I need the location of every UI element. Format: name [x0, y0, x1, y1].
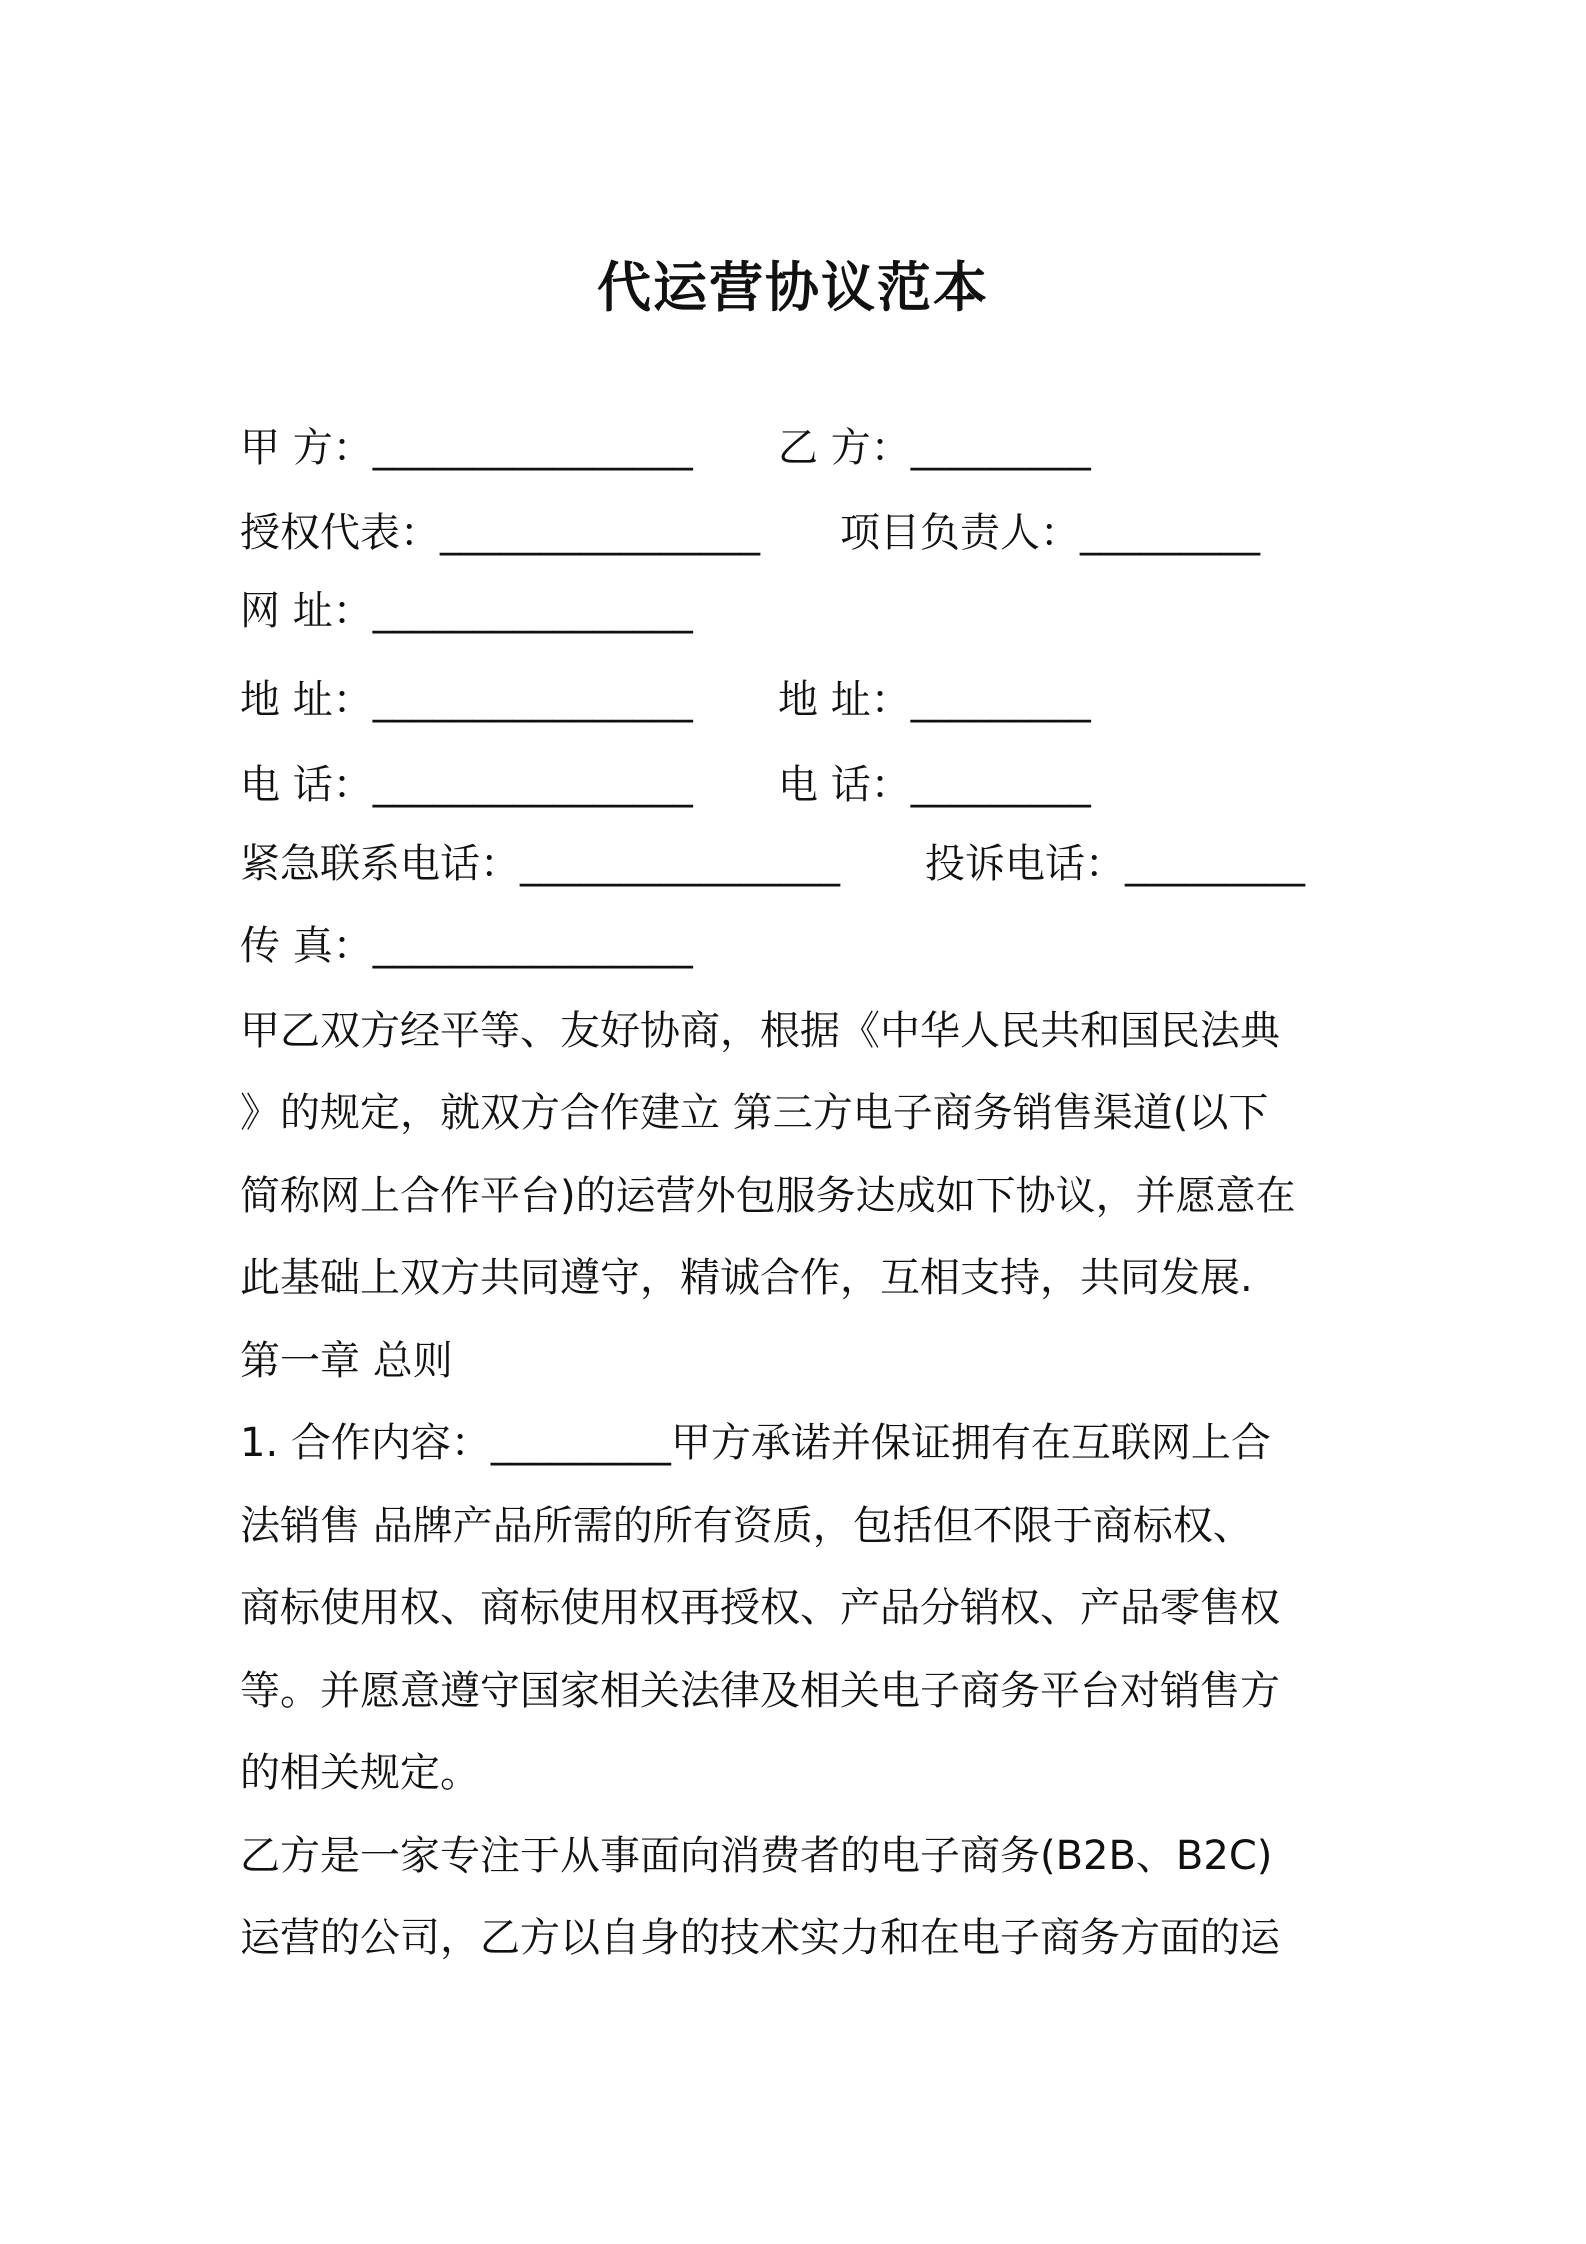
body-line-11: 乙方是一家专注于从事面向消费者的电子商务(B2B、B2C) — [240, 1833, 1273, 1879]
body-line-10: 的相关规定。 — [240, 1750, 480, 1796]
party-b-phone-field: 电 话：_________ — [778, 762, 1091, 808]
party-row-4 — [240, 672, 1380, 728]
party-row-1 — [240, 420, 1380, 476]
party-a-field: 甲 方：________________ — [240, 425, 693, 471]
party-row-3 — [240, 583, 1380, 639]
body-line-8: 商标使用权、商标使用权再授权、产品分销权、产品零售权 — [240, 1585, 1280, 1631]
body-line-12: 运营的公司，乙方以自身的技术实力和在电子商务方面的运 — [240, 1915, 1280, 1961]
party-b-address-field: 地 址：_________ — [778, 677, 1091, 723]
body-line-6: 1. 合作内容：_________甲方承诺并保证拥有在互联网上合 — [240, 1420, 1271, 1466]
fax-field: 传 真：________________ — [240, 923, 693, 969]
body-line-1: 甲乙双方经平等、友好协商，根据《中华人民共和国民法典 — [240, 1008, 1280, 1054]
website-field: 网 址：________________ — [240, 588, 693, 634]
party-row-7 — [240, 918, 1380, 974]
document-title: 代运营协议范本 — [597, 256, 989, 319]
party-row-6 — [240, 836, 1380, 892]
emergency-phone-field: 紧急联系电话：________________ — [240, 841, 840, 887]
body-line-9: 等。并愿意遵守国家相关法律及相关电子商务平台对销售方 — [240, 1668, 1280, 1714]
party-b-field: 乙 方：_________ — [778, 425, 1091, 471]
complaint-phone-field: 投诉电话：_________ — [925, 841, 1305, 887]
body-line-7: 法销售 品牌产品所需的所有资质，包括但不限于商标权、 — [240, 1503, 1253, 1549]
party-row-5 — [240, 757, 1380, 813]
chapter-heading: 第一章 总则 — [240, 1338, 453, 1384]
body-line-4: 此基础上双方共同遵守，精诚合作，互相支持，共同发展. — [240, 1255, 1253, 1301]
authorized-rep-field: 授权代表：________________ — [240, 510, 760, 556]
project-lead-field: 项目负责人：_________ — [840, 510, 1260, 556]
party-a-phone-field: 电 话：________________ — [240, 762, 693, 808]
party-a-address-field: 地 址：________________ — [240, 677, 693, 723]
party-row-2 — [240, 505, 1380, 561]
body-line-3: 简称网上合作平台)的运营外包服务达成如下协议，并愿意在 — [240, 1173, 1296, 1219]
body-line-2: 》的规定，就双方合作建立 第三方电子商务销售渠道(以下 — [240, 1090, 1269, 1136]
